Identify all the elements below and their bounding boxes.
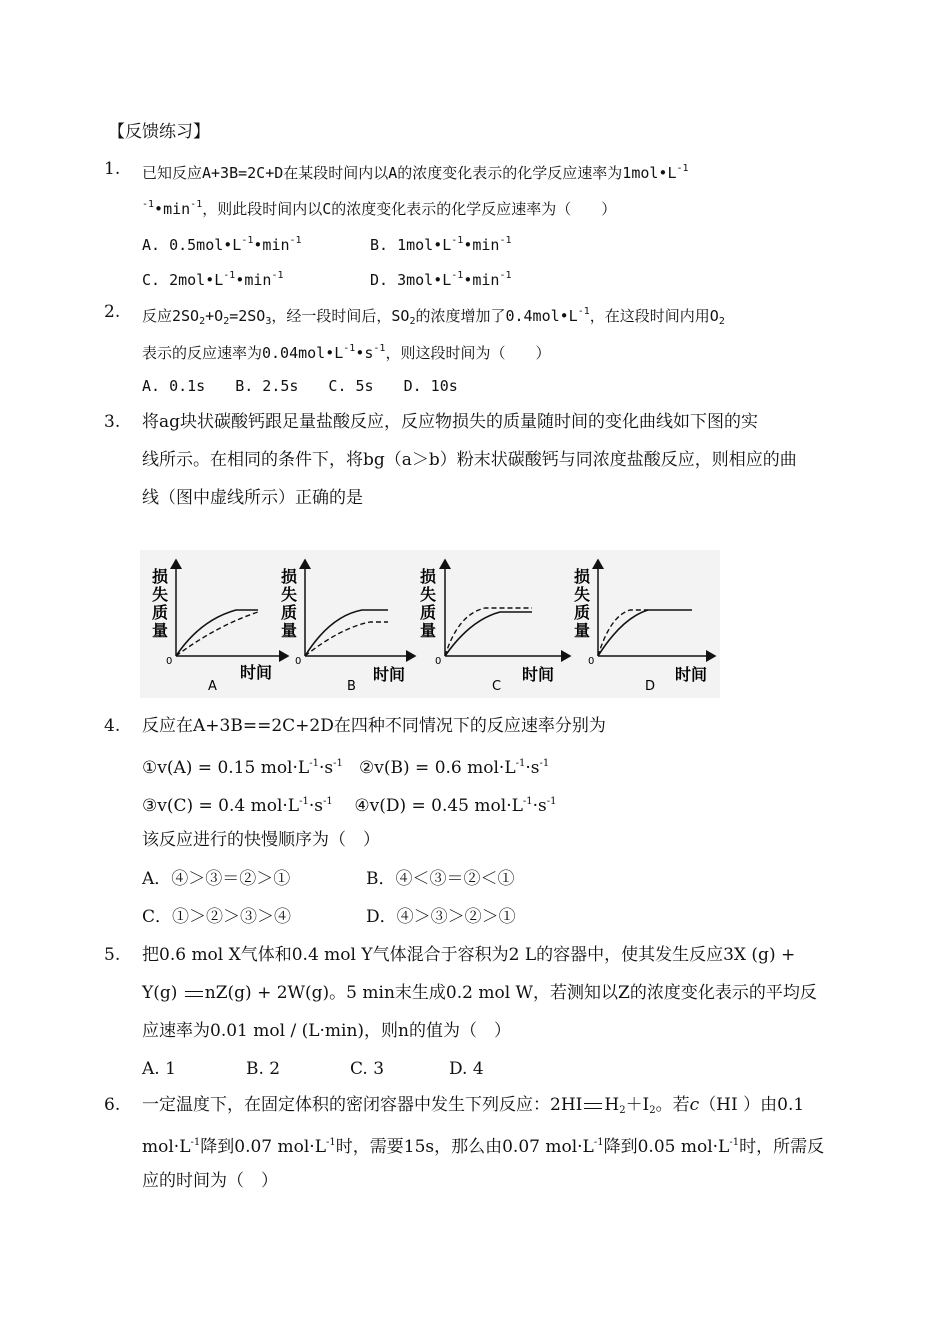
y-label-2: 失 — [420, 585, 437, 604]
y-label-3: 质 — [420, 603, 437, 622]
panel-label-b: B — [347, 679, 356, 694]
origin-label: 0 — [166, 656, 173, 667]
q1-option-b: B. $1mol•L^{-1}•\min^{-1}$ — [370, 235, 512, 254]
y-label-4: 量 — [420, 621, 437, 640]
q3-line3: 线（图中虚线所示）正确的是 — [142, 488, 363, 508]
origin-label: 0 — [435, 656, 442, 667]
q3-number: 3. — [104, 412, 121, 432]
q6-line3: 应的时间为（ ） — [142, 1171, 278, 1191]
x-label: 时间 — [240, 663, 273, 682]
q5-line2: Y(g) nZ(g) + 2W(g)。5 min末生成0.2 mol W，若测知以Z的浓度变化表示的平均反 — [142, 983, 817, 1003]
q1-line2: $^{-1}•\min^{-1}$，则此段时间内以C的浓度变化表示的化学反应速率为（ ） — [142, 199, 617, 218]
y-label-3: 质 — [281, 603, 298, 622]
q6-line2: $mol\cdot L^{-1}$降到0.07 $mol\cdot L^{-1}$时，需要15s，那么由0.07 $mol\cdot L^{-1}$降到0.05 $mol\cdot L^{-1}$时，所需反 — [142, 1137, 825, 1157]
q4-option-b: B．④＜③＝②＜① — [366, 869, 515, 889]
origin-label: 0 — [295, 656, 302, 667]
y-label-4: 量 — [152, 621, 169, 640]
q6-number: 6. — [104, 1095, 121, 1115]
q5-line3: 应速率为0.01 mol / (L·min)，则n的值为（ ） — [142, 1021, 511, 1041]
q4-option-a: A．④＞③＝②＞① — [142, 869, 291, 889]
q4-option-c: C．①＞②＞③＞④ — [142, 907, 292, 927]
q1-option-c: C. $2mol•L^{-1}•\min^{-1}$ — [142, 270, 284, 289]
y-label-4: 量 — [574, 621, 591, 640]
panel-label-a: A — [208, 679, 217, 694]
y-label-1: 损 — [152, 567, 169, 586]
q3-graphs-svg — [140, 550, 720, 698]
q3-line2: 线所示。在相同的条件下，将bg（a＞b）粉末状碳酸钙与同浓度盐酸反应，则相应的曲 — [142, 450, 797, 470]
q5-line1: 把0.6 mol X气体和0.4 mol Y气体混合于容积为2 L的容器中，使其发生反应3X (g) + — [142, 945, 796, 965]
q3-graphs — [140, 550, 720, 698]
y-label-2: 失 — [281, 585, 298, 604]
section-header: 【反馈练习】 — [108, 122, 210, 142]
x-label: 时间 — [675, 665, 708, 684]
q5-option-c: C. 3 — [350, 1059, 385, 1079]
y-label-3: 质 — [574, 603, 591, 622]
equilibrium-arrow-icon — [183, 987, 205, 1001]
q5-option-a: A. 1 — [142, 1059, 176, 1079]
q3-line1: 将ag块状碳酸钙跟足量盐酸反应，反应物损失的质量随时间的变化曲线如下图的实 — [142, 412, 759, 432]
q4-number: 4. — [104, 716, 121, 736]
x-label: 时间 — [522, 665, 555, 684]
q5-option-d: D. 4 — [449, 1059, 484, 1079]
x-label: 时间 — [373, 665, 406, 684]
q1-line1: 已知反应A+3B=2C+D在某段时间内以A的浓度变化表示的化学反应速率为$1mol•L^{-1}$ — [142, 163, 689, 182]
q1-option-d: D. $3mol•L^{-1}•\min^{-1}$ — [370, 270, 512, 289]
q5-number: 5. — [104, 945, 121, 965]
q4-option-d: D．④＞③＞②＞① — [366, 907, 516, 927]
origin-label: 0 — [588, 656, 595, 667]
y-label-1: 损 — [574, 567, 591, 586]
y-label-1: 损 — [420, 567, 437, 586]
q2-line1: 反应$2SO_2+O_2=2SO_3$，经一段时间后，$SO_2$的浓度增加了$0.4mol•L^{-1}$，在这段时间内用$O_2$ — [142, 306, 725, 327]
q4-question: 该反应进行的快慢顺序为（ ） — [142, 830, 380, 850]
q4-rates-row1: ①v(A) = 0.15 $mol\cdot L^{-1}\cdot s^{-1}$ ②v(B) = 0.6 $mol\cdot L^{-1}\cdot s^{-1}$ — [142, 758, 550, 778]
y-label-4: 量 — [281, 621, 298, 640]
equilibrium-arrow-icon — [582, 1099, 604, 1113]
y-label-1: 损 — [281, 567, 298, 586]
q4-line1: 反应在A+3B==2C+2D在四种不同情况下的反应速率分别为 — [142, 716, 606, 736]
q4-rates-row2: ③v(C) = 0.4 $mol\cdot L^{-1}\cdot s^{-1}$ ④v(D) = 0.45 $mol\cdot L^{-1}\cdot s^{-1}$ — [142, 796, 557, 816]
panel-label-c: C — [492, 679, 502, 694]
y-label-2: 失 — [574, 585, 591, 604]
q6-line1: 一定温度下，在固定体积的密闭容器中发生下列反应：2HI $H_2+I_2$。若c（HI ）由0.1 — [142, 1095, 805, 1116]
q1-number: 1. — [104, 159, 121, 179]
q2-options: A. 0.1s B. 2.5s C. 5s D. 10s — [142, 377, 458, 395]
panel-label-d: D — [645, 679, 656, 694]
y-label-3: 质 — [152, 603, 169, 622]
q5-option-b: B. 2 — [246, 1059, 281, 1079]
y-label-2: 失 — [152, 585, 169, 604]
q2-line2: 表示的反应速率为$0.04mol•L^{-1}•s^{-1}$，则这段时间为（ ） — [142, 343, 551, 362]
q2-number: 2. — [104, 302, 121, 322]
q1-option-a: A. $0.5mol•L^{-1}•\min^{-1}$ — [142, 235, 302, 254]
